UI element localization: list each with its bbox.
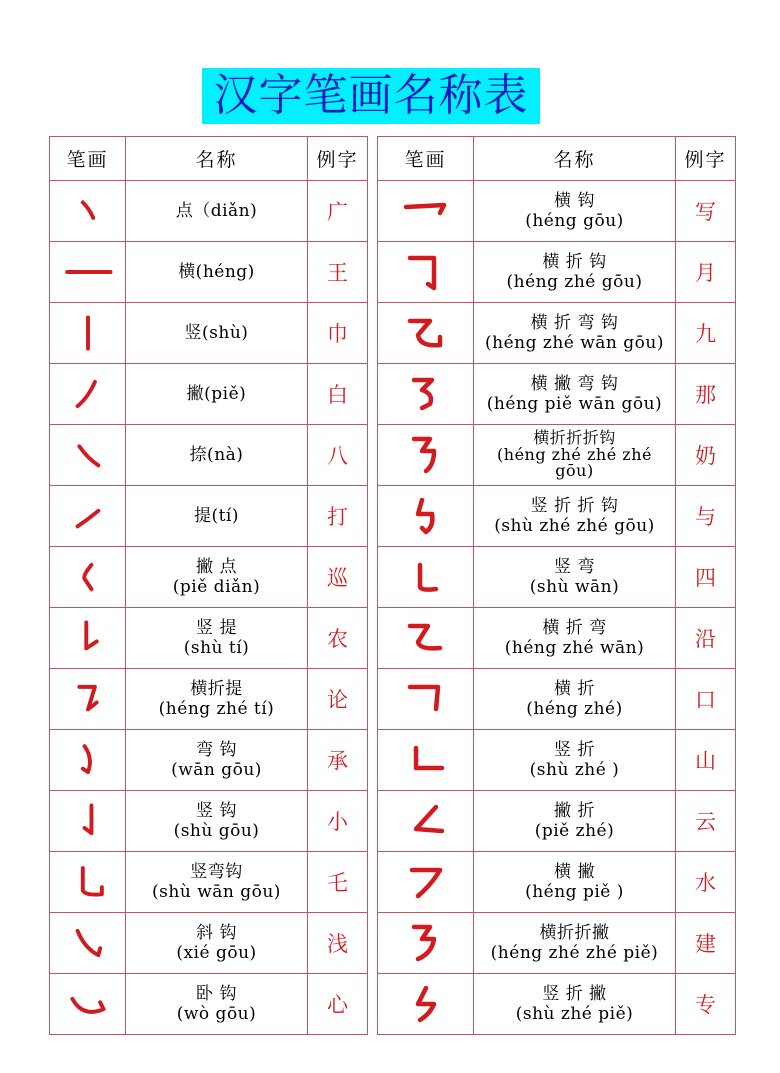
stroke-name-line: 竖 折 撇 [542,983,607,1004]
dian-stroke-icon [62,189,114,233]
stroke-name-line: 横 折 [554,678,595,699]
left-name-cell [126,791,308,852]
hengzhegou-stroke-icon-path [410,258,434,288]
stroke-name-line: 横 撇 弯 钩 [530,373,619,394]
right-name-cell [474,608,676,669]
left-stroke-cell [50,913,126,974]
right-name-cell [474,425,676,486]
right-table-row [378,913,736,974]
right-name-cell [474,974,676,1035]
dian-stroke-icon-path [82,202,92,218]
right-stroke-cell [378,303,474,364]
left-stroke-cell [50,486,126,547]
left-stroke-cell [50,730,126,791]
stroke-name-line: 横 撇 [554,861,595,882]
left-example-char: 广 [308,181,368,242]
stroke-name-line: (héng zhé) [526,699,623,719]
right-stroke-cell [378,852,474,913]
right-name-cell [474,242,676,303]
stroke-name-line: 横折折撇 [539,922,610,943]
left-example-char: 白 [308,364,368,425]
ti-stroke-icon-path [77,511,98,527]
left-example-char: 打 [308,486,368,547]
left-example-char: 论 [308,669,368,730]
hengzhe-stroke-icon [396,677,456,721]
right-header-example: 例字 [676,137,736,181]
stroke-name-line: (héng zhé wān gōu) [485,333,664,353]
left-name-cell [126,486,308,547]
na-stroke-icon-path [79,446,98,465]
stroke-table [49,136,735,1032]
hengpiewangou-stroke-icon [396,372,456,416]
stroke-name-line: 横折折折钩 [533,427,616,447]
piezhe-stroke-icon [396,799,456,843]
left-stroke-cell [50,791,126,852]
stroke-name-line: (héng zhé gōu) [506,272,643,292]
shuti-stroke-icon [62,616,114,660]
left-name-cell [126,181,308,242]
left-stroke-cell [50,852,126,913]
right-stroke-cell [378,608,474,669]
stroke-name-line: 横折提 [190,678,243,699]
right-stroke-cell [378,791,474,852]
stroke-name-line: (shù zhé zhé gōu) [494,516,655,536]
right-example-char: 沿 [676,608,736,669]
hengzhezhepie-stroke-icon [396,921,456,965]
right-stroke-cell [378,242,474,303]
henggou-stroke-icon-path [406,205,444,213]
hengzhewangou-stroke-icon [396,311,456,355]
left-example-char: 心 [308,974,368,1035]
left-example-char: 浅 [308,913,368,974]
shuwan-stroke-icon [396,555,456,599]
hengzhewangou-stroke-icon-path [410,321,440,345]
right-stroke-cell [378,974,474,1035]
stroke-name-line: (héng gōu) [525,211,624,231]
right-table-row [378,608,736,669]
wangou-stroke-icon [62,738,114,782]
hengzheti-stroke-icon-path [79,687,96,710]
shu-stroke-icon [62,311,114,355]
left-table-row [50,608,368,669]
hengzhezhezhegou-stroke-icon-path [414,439,434,471]
left-example-char: 王 [308,242,368,303]
stroke-name-line: 撇 点 [196,556,237,577]
right-table-row [378,425,736,486]
shuwan-stroke-icon-path [420,565,436,590]
left-header-example: 例字 [308,137,368,181]
right-name-cell [474,730,676,791]
right-example-char: 云 [676,791,736,852]
hengzhewan-stroke-icon [396,616,456,660]
left-name-cell [126,852,308,913]
right-table-panel [377,136,735,1032]
henggou-stroke-icon [396,189,456,233]
xiegou-stroke-icon [62,921,114,965]
hengpie-stroke-icon-path [412,870,440,896]
right-stroke-cell [378,181,474,242]
hengzhe-stroke-icon-path [410,687,438,709]
stroke-name-line: 捺(nà) [189,444,244,465]
left-name-cell [126,547,308,608]
left-table-row [50,242,368,303]
shuzhezhegou-stroke-icon [396,494,456,538]
stroke-name-line: 横 折 弯 钩 [530,312,619,333]
right-table-row [378,181,736,242]
left-table-row [50,303,368,364]
left-name-cell [126,303,308,364]
left-table-row [50,364,368,425]
shugou-stroke-icon-path [84,805,91,833]
right-name-cell [474,181,676,242]
stroke-name-line: 横 折 钩 [542,251,607,272]
left-table [49,136,368,1035]
stroke-name-line: (wò gōu) [176,1004,257,1024]
shugou-stroke-icon [62,799,114,843]
stroke-name-line: (shù gōu) [173,821,260,841]
stroke-name-line: 竖 提 [196,617,237,638]
left-example-char: 乇 [308,852,368,913]
left-name-cell [126,425,308,486]
left-table-row [50,730,368,791]
left-stroke-cell [50,608,126,669]
piedian-stroke-icon [62,555,114,599]
stroke-name-line: (piě zhé) [534,821,615,841]
stroke-name-line: 竖弯钩 [190,861,243,882]
wogou-stroke-icon-path [72,999,103,1012]
stroke-name-line: 撇(piě) [186,383,247,404]
stroke-name-line: 提(tí) [193,505,240,526]
na-stroke-icon [62,433,114,477]
left-table-row [50,791,368,852]
left-table-body [50,181,368,1035]
left-stroke-cell [50,669,126,730]
right-name-cell [474,547,676,608]
left-example-char: 巾 [308,303,368,364]
shuzhezhegou-stroke-icon-path [418,500,432,532]
right-name-cell [474,852,676,913]
right-table-row [378,791,736,852]
right-stroke-cell [378,425,474,486]
stroke-name-line: 竖 折 [554,739,595,760]
left-table-row [50,913,368,974]
shuzhe-stroke-icon-path [416,748,442,768]
right-header-row [378,137,736,181]
right-table-row [378,486,736,547]
left-name-cell [126,364,308,425]
left-stroke-cell [50,181,126,242]
stroke-name-line: 横(héng) [178,261,255,282]
right-example-char: 奶 [676,425,736,486]
shuzhepie-stroke-icon [396,982,456,1026]
right-table [377,136,736,1035]
left-table-panel [49,136,367,1032]
right-name-cell [474,791,676,852]
hengzhezhepie-stroke-icon-path [414,927,434,959]
pie-stroke-icon [62,372,114,416]
left-header-name: 名称 [126,137,308,181]
hengzhegou-stroke-icon [396,250,456,294]
stroke-name-line: gōu) [555,461,594,481]
left-stroke-cell [50,425,126,486]
stroke-name-line: 横 钩 [554,190,595,211]
right-name-cell [474,303,676,364]
right-table-row [378,547,736,608]
right-example-char: 建 [676,913,736,974]
left-name-cell [126,730,308,791]
right-example-char: 口 [676,669,736,730]
wogou-stroke-icon [62,982,114,1026]
right-example-char: 九 [676,303,736,364]
left-example-char: 农 [308,608,368,669]
stroke-name-line: 弯 钩 [196,739,237,760]
stroke-name-line: (héng zhé wān) [504,638,645,658]
right-name-cell [474,364,676,425]
left-example-char: 承 [308,730,368,791]
right-table-row [378,852,736,913]
page-title-text: 汉字笔画名称表 [213,70,529,121]
right-name-cell [474,669,676,730]
left-table-row [50,974,368,1035]
right-stroke-cell [378,547,474,608]
right-table-row [378,730,736,791]
stroke-name-line: 卧 钩 [196,983,237,1004]
shuzhe-stroke-icon [396,738,456,782]
stroke-name-line: 竖 钩 [196,800,237,821]
right-stroke-cell [378,669,474,730]
stroke-name-line: 斜 钩 [196,922,237,943]
left-name-cell [126,669,308,730]
stroke-name-line: (héng zhé zhé piě) [490,943,659,963]
shuwangou-stroke-icon [62,860,114,904]
xiegou-stroke-icon-path [77,931,100,955]
stroke-name-line: 竖(shù) [184,322,249,343]
shuti-stroke-icon-path [86,622,96,648]
left-stroke-cell [50,547,126,608]
right-example-char: 那 [676,364,736,425]
right-table-row [378,669,736,730]
right-table-row [378,364,736,425]
left-header-stroke: 笔画 [50,137,126,181]
left-name-cell [126,242,308,303]
right-table-row [378,242,736,303]
stroke-name-line: (shù wān gōu) [152,882,281,902]
right-name-cell [474,486,676,547]
right-stroke-cell [378,913,474,974]
stroke-name-line: 点（diǎn) [175,200,258,221]
left-name-cell [126,974,308,1035]
right-example-char: 写 [676,181,736,242]
left-table-row [50,547,368,608]
stroke-name-line: 撇 折 [554,800,595,821]
left-stroke-cell [50,242,126,303]
left-name-cell [126,608,308,669]
pie-stroke-icon-path [77,382,94,406]
stroke-name-line: (shù tí) [183,638,250,658]
right-example-char: 专 [676,974,736,1035]
left-table-row [50,669,368,730]
right-table-row [378,303,736,364]
stroke-name-line: 横 折 弯 [542,617,607,638]
hengzhezhezhegou-stroke-icon [396,433,456,477]
hengpie-stroke-icon [396,860,456,904]
page-title [202,68,540,124]
right-example-char: 四 [676,547,736,608]
hengpiewangou-stroke-icon-path [414,380,432,408]
stroke-name-line: (xié gōu) [176,943,257,963]
shuzhepie-stroke-icon-path [418,988,434,1020]
left-stroke-cell [50,303,126,364]
stroke-name-line: (héng zhé zhé zhé [497,444,652,464]
stroke-name-line: (shù zhé piě) [515,1004,634,1024]
right-example-char: 月 [676,242,736,303]
left-example-char: 小 [308,791,368,852]
left-table-row [50,425,368,486]
piedian-stroke-icon-path [84,565,91,589]
wangou-stroke-icon-path [82,746,89,772]
right-table-row [378,974,736,1035]
stroke-name-line: (shù zhé ) [529,760,620,780]
left-table-row [50,486,368,547]
shuwangou-stroke-icon-path [82,868,101,894]
left-name-cell [126,913,308,974]
left-table-row [50,181,368,242]
left-stroke-cell [50,364,126,425]
stroke-name-line: (shù wān) [529,577,620,597]
left-stroke-cell [50,974,126,1035]
right-header-stroke: 笔画 [378,137,474,181]
ti-stroke-icon [62,494,114,538]
stroke-name-line: (piě diǎn) [172,577,261,597]
stroke-name-line: (héng piě ) [525,882,624,902]
left-example-char: 八 [308,425,368,486]
stroke-name-line: (héng zhé tí) [158,699,275,719]
stroke-name-line: 竖 折 折 钩 [530,495,619,516]
right-example-char: 山 [676,730,736,791]
left-table-row [50,852,368,913]
hengzheti-stroke-icon [62,677,114,721]
heng-stroke-icon [62,250,114,294]
piezhe-stroke-icon-path [416,807,442,831]
hengzhewan-stroke-icon-path [410,626,440,648]
stroke-name-line: (wān gōu) [171,760,262,780]
right-example-char: 水 [676,852,736,913]
right-table-body [378,181,736,1035]
stroke-name-line: (héng piě wān gōu) [486,394,663,414]
stroke-name-line: 竖 弯 [554,556,595,577]
right-name-cell [474,913,676,974]
right-stroke-cell [378,364,474,425]
right-example-char: 与 [676,486,736,547]
left-header-row [50,137,368,181]
right-stroke-cell [378,730,474,791]
left-example-char: 巡 [308,547,368,608]
right-stroke-cell [378,486,474,547]
right-header-name: 名称 [474,137,676,181]
